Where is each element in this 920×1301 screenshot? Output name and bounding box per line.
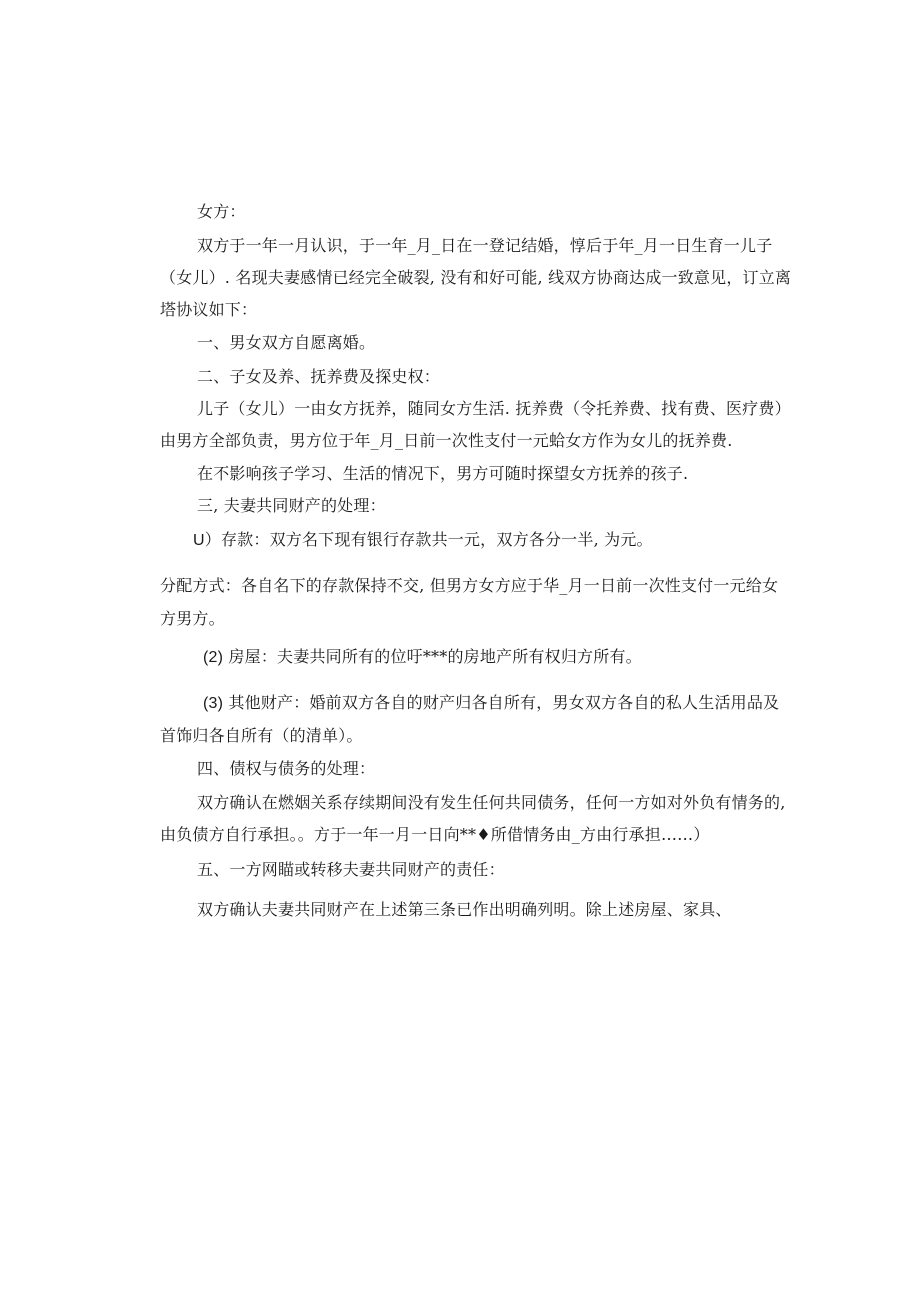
section-4-heading: 四、债权与债务的处理： bbox=[197, 759, 376, 778]
section-5-heading: 五、一方网瞄或转移夫妻共同财产的责任： bbox=[197, 860, 505, 879]
house-item bbox=[203, 647, 642, 668]
deposits-item bbox=[193, 530, 653, 551]
other-property-text: 其他财产：婚前双方各自的财产归各自所有，男女双方各自的私人生活用品及 bbox=[228, 693, 780, 712]
intro-line-1: 双方于一年一月认识，于一年_月_日在一登记结婚，惇后于年_月一日生育一儿子 bbox=[197, 236, 773, 255]
section-2-heading: 二、子女及养、抚养费及探史权： bbox=[197, 367, 441, 386]
distribution-line-1: 分配方式：各自名下的存款保持不交, 但男方女方应于华_月一日前一次性支付一元给女 bbox=[160, 576, 779, 595]
other-property-line-2: 首饰归各自所有（的清单）。 bbox=[160, 726, 363, 745]
custody-line-1: 儿子（女儿）一由女方抚养，随同女方生活. 抚养费（令托养费、找有费、医疗费） bbox=[197, 399, 791, 418]
other-property-marker: (3) bbox=[203, 695, 224, 712]
confirm-line-1: 双方确认夫妻共同财产在上述第三条已作出明确列明。除上述房屋、家具、 bbox=[197, 900, 732, 919]
intro-line-2: （女儿）. 名现夫妻感情已经完全破裂, 没有和好可能, 线双方协商达成一致意见，订立离 bbox=[160, 268, 792, 287]
section-1-heading: 一、男女双方自愿离婚。 bbox=[197, 333, 376, 352]
custody-line-2: 由男方全部负责，男方位于年_月_日前一次性支付一元蛤女方作为女儿的抚养费. bbox=[160, 431, 733, 450]
visitation-text: 在不影响孩子学习、生活的情况下，男方可随时探望女方抚养的孩子. bbox=[197, 464, 689, 483]
section-3-heading: 三, 夫妻共同财产的处理： bbox=[197, 496, 386, 515]
female-party-label: 女方： bbox=[197, 202, 246, 221]
house-marker: (2) bbox=[203, 649, 224, 666]
debts-line-2: 由负债方自行承担。。方于一年一月一日向**♦所借情务由_方由行承担……） bbox=[160, 825, 710, 844]
other-property-line-1 bbox=[203, 693, 779, 714]
house-text: 房屋：夫妻共同所有的位吁***的房地产所有权归方所有。 bbox=[228, 647, 642, 666]
deposits-text: 存款：双方名下现有银行存款共一元，双方各分一半, 为元。 bbox=[220, 530, 653, 549]
deposits-marker: U） bbox=[193, 532, 221, 549]
intro-line-3: 塔协议如下： bbox=[160, 300, 258, 319]
distribution-line-2: 方男方。 bbox=[160, 609, 225, 628]
debts-line-1: 双方确认在燃姻关系存续期间没有发生任何共同债务，任何一方如对外负有情务的, bbox=[197, 793, 786, 812]
